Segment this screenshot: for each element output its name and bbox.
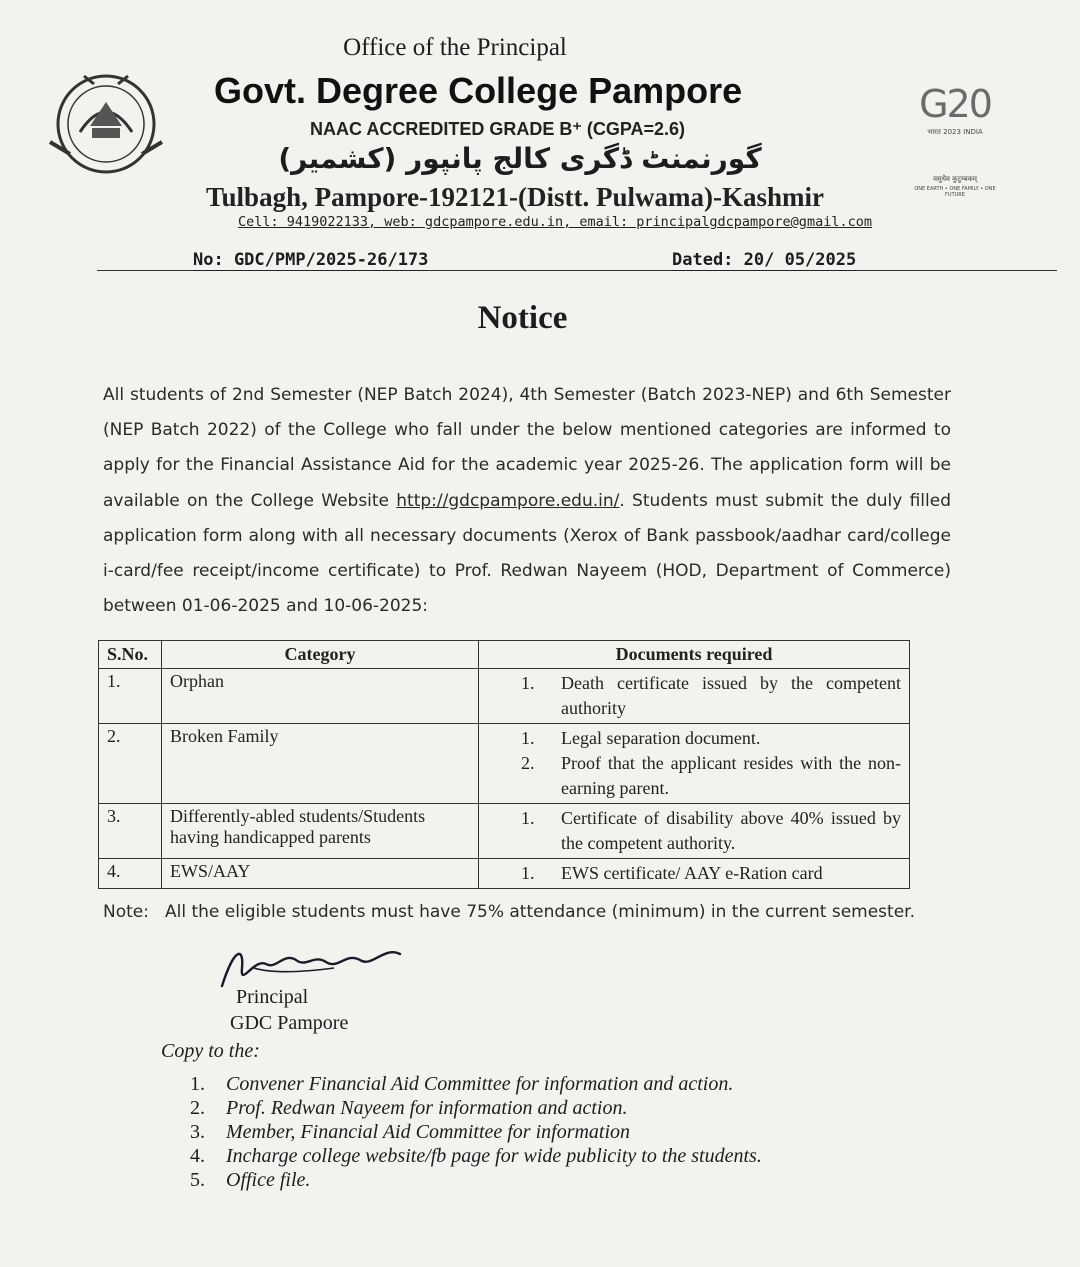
row-number: 3. [99,804,162,859]
contact-line: Cell: 9419022133, web: gdcpampore.edu.in, email: principalgdcpampore@gmail.com [238,214,872,230]
header-documents: Documents required [479,641,910,669]
header-category: Category [162,641,479,669]
table-row [99,804,910,859]
row-category: Broken Family [162,724,479,804]
college-name-urdu: گورنمنٹ ڈگری کالج پانپور (کشمیر) [278,142,762,175]
naac-grade: NAAC ACCREDITED GRADE B⁺ (CGPA=2.6) [310,119,686,139]
note-label: Note: [103,902,149,922]
list-item: 1. Death certificate issued by the competent authority [521,673,901,718]
note-text: All the eligible students must have 75% attendance (minimum) in the current semester. [165,902,915,922]
college-logo-icon [40,62,172,184]
row-documents [479,804,910,859]
notice-body-part2: . Students must submit the duly filled application form along with all necessary documents (Xerox of Bank passbook/aadhar card/college i-card/fee receipt/income certificate) to Prof. Redwan Nayeem (HOD, Department of Commerce) between 01-06-2025 and 10-06-2025: [103,490,951,617]
notice-body [103,378,951,624]
list-item: 3. Member, Financial Aid Committee for information [190,1121,631,1143]
g20-motto-hindi: वसुधैव कुटुम्बकम् [933,175,977,183]
row-documents [479,859,910,889]
college-name: Govt. Degree College Pampore [214,70,743,111]
copy-list [190,1072,762,1192]
g20-logo-icon: G20 [919,82,991,126]
row-category: Differently-abled students/Students having handicapped parents [162,804,479,859]
header-sno: S.No. [99,641,162,669]
list-item: 5. Office file. [190,1169,311,1191]
row-number: 2. [99,724,162,804]
g20-motto: ONE EARTH • ONE FAMILY • ONE FUTURE [914,186,996,198]
signatory-org: GDC Pampore [230,1012,349,1034]
college-address: Tulbagh, Pampore-192121-(Distt. Pulwama)-Kashmir [206,182,825,212]
signatory-title: Principal [236,986,309,1008]
copy-to-heading: Copy to the: [161,1040,260,1062]
row-category: Orphan [162,669,479,724]
table-row [99,669,910,724]
list-item: 2. Prof. Redwan Nayeem for information and action. [190,1097,628,1119]
g20-logo [905,82,1005,212]
attendance-note [103,902,915,922]
notice-title: Notice [477,300,568,336]
list-item: 1. Convener Financial Aid Committee for information and action. [190,1073,734,1095]
list-item: 4. Incharge college website/fb page for wide publicity to the students. [190,1145,762,1167]
college-website-link[interactable]: http://gdcpampore.edu.in/ [396,490,620,511]
categories-table [98,640,910,889]
row-documents [479,724,910,804]
office-heading: Office of the Principal [343,34,567,61]
reference-number: No: GDC/PMP/2025-26/173 [193,250,429,270]
row-number: 4. [99,859,162,889]
g20-subtitle: भारत 2023 INDIA [927,128,983,136]
notice-body-part1: All students of 2nd Semester (NEP Batch 2024), 4th Semester (Batch 2023-NEP) and 6th Semester (NEP Batch 2022) of the College who fall under the below mentioned categories are informed to apply for the Financial Assistance Aid for the academic year 2025-26. The application form will be available on the College Website [103,385,951,511]
row-number: 1. [99,669,162,724]
row-category: EWS/AAY [162,859,479,889]
reference-date: Dated: 20/ 05/2025 [672,250,857,270]
list-item: 1. EWS certificate/ AAY e-Ration card [521,863,823,883]
list-item: 1. Certificate of disability above 40% issued by the competent authority. [521,808,901,853]
list-item: 1. Legal separation document. [521,728,761,748]
list-item: 2. Proof that the applicant resides with the non-earning parent. [521,753,901,798]
table-row [99,859,910,889]
table-row [99,724,910,804]
row-documents [479,669,910,724]
table-header-row [99,641,910,669]
